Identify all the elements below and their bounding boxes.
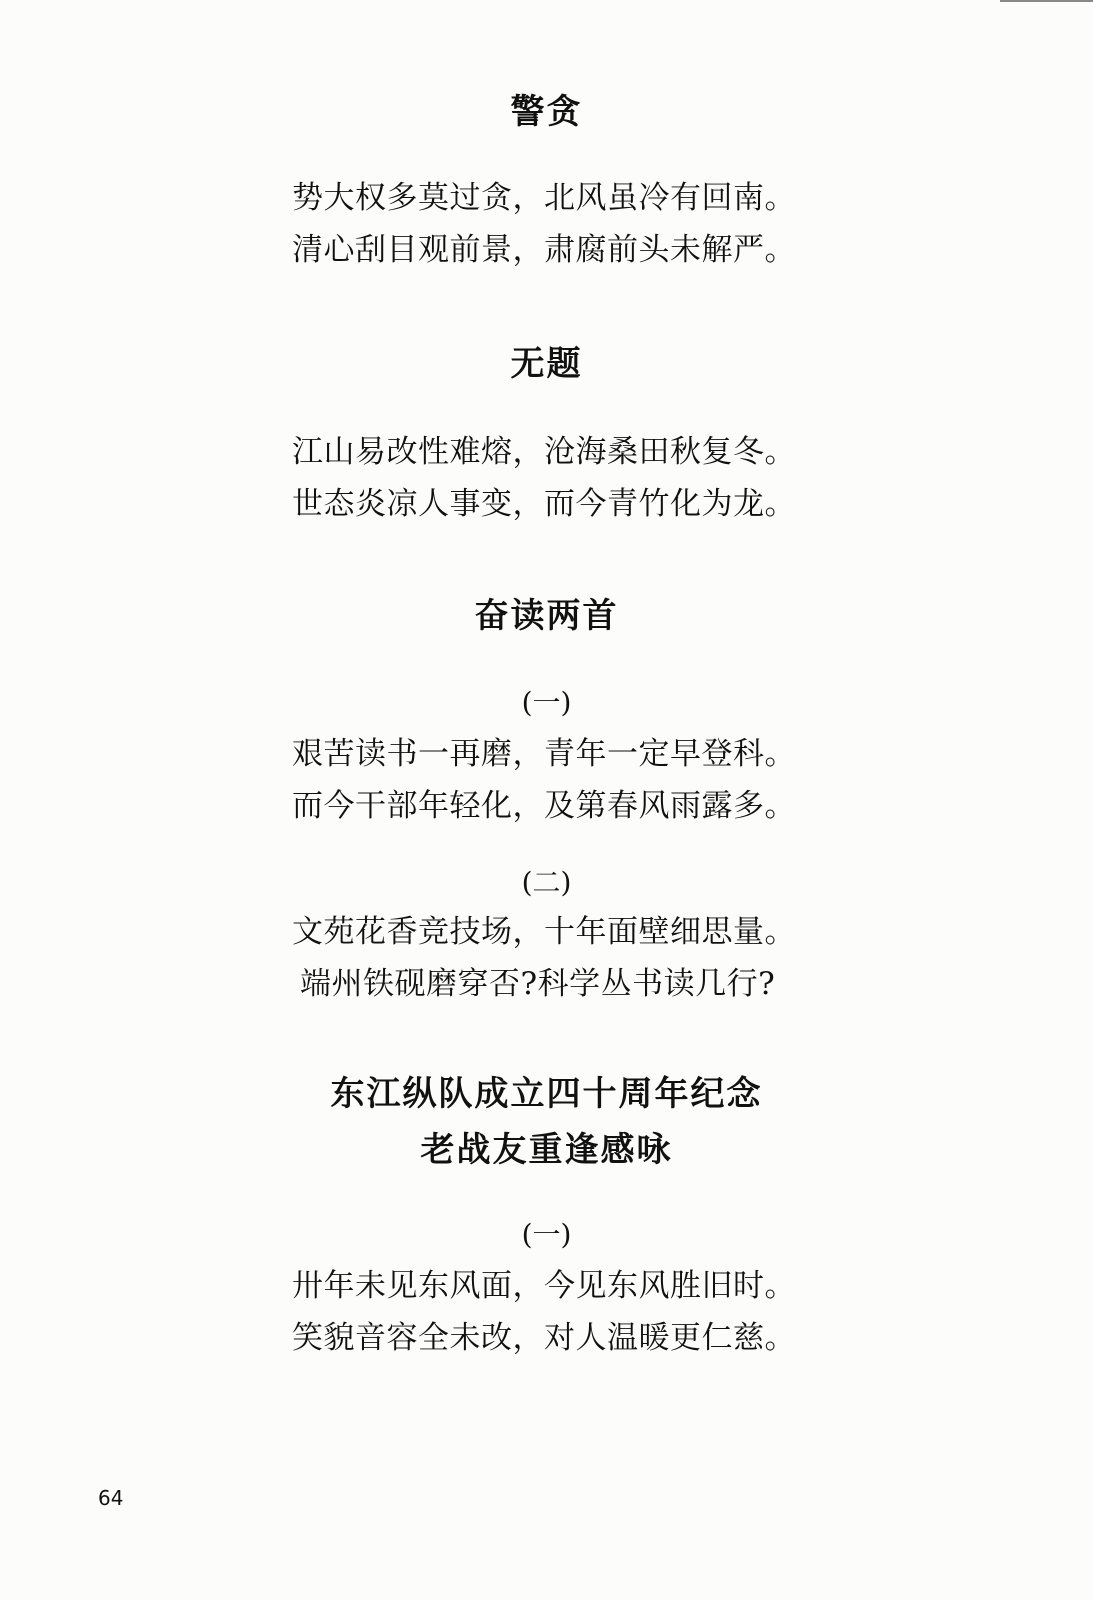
poem-title-4-line-2: 老战友重逢感咏 <box>420 1130 673 1170</box>
poem-2-line-2: 世态炎凉人事变，而今青竹化为龙。 <box>292 486 796 522</box>
poem-4-part-1-line-1: 卅年未见东风面，今见东风胜旧时。 <box>292 1268 796 1304</box>
poem-1-line-1: 势大权多莫过贪，北风虽冷有回南。 <box>292 180 796 216</box>
poem-3-part-2-line-2: 端州铁砚磨穿否?科学丛书读几行? <box>300 966 776 1002</box>
poem-title-2: 无题 <box>510 344 583 384</box>
poem-3-part-2-marker: (二) <box>521 866 572 899</box>
poem-3-part-1-line-2: 而今干部年轻化，及第春风雨露多。 <box>292 788 796 824</box>
poem-3-part-2-line-1: 文苑花香竞技场，十年面壁细思量。 <box>292 914 796 950</box>
page-number: 64 <box>98 1486 124 1510</box>
poem-2-line-1: 江山易改性难熔，沧海桑田秋复冬。 <box>292 434 796 470</box>
scan-edge-line <box>1000 0 1093 2</box>
poem-4-part-1-line-2: 笑貌音容全未改，对人温暖更仁慈。 <box>292 1320 796 1356</box>
poem-3-part-1-marker: (一) <box>521 686 572 719</box>
poem-1-line-2: 清心刮目观前景，肃腐前头未解严。 <box>292 232 796 268</box>
poem-title-4-line-1: 东江纵队成立四十周年纪念 <box>330 1074 763 1114</box>
poem-3-part-1-line-1: 艰苦读书一再磨，青年一定早登科。 <box>292 736 796 772</box>
poem-title-3: 奋读两首 <box>474 596 619 636</box>
poem-4-part-1-marker: (一) <box>521 1218 572 1251</box>
poem-title-1: 警贪 <box>510 92 583 132</box>
